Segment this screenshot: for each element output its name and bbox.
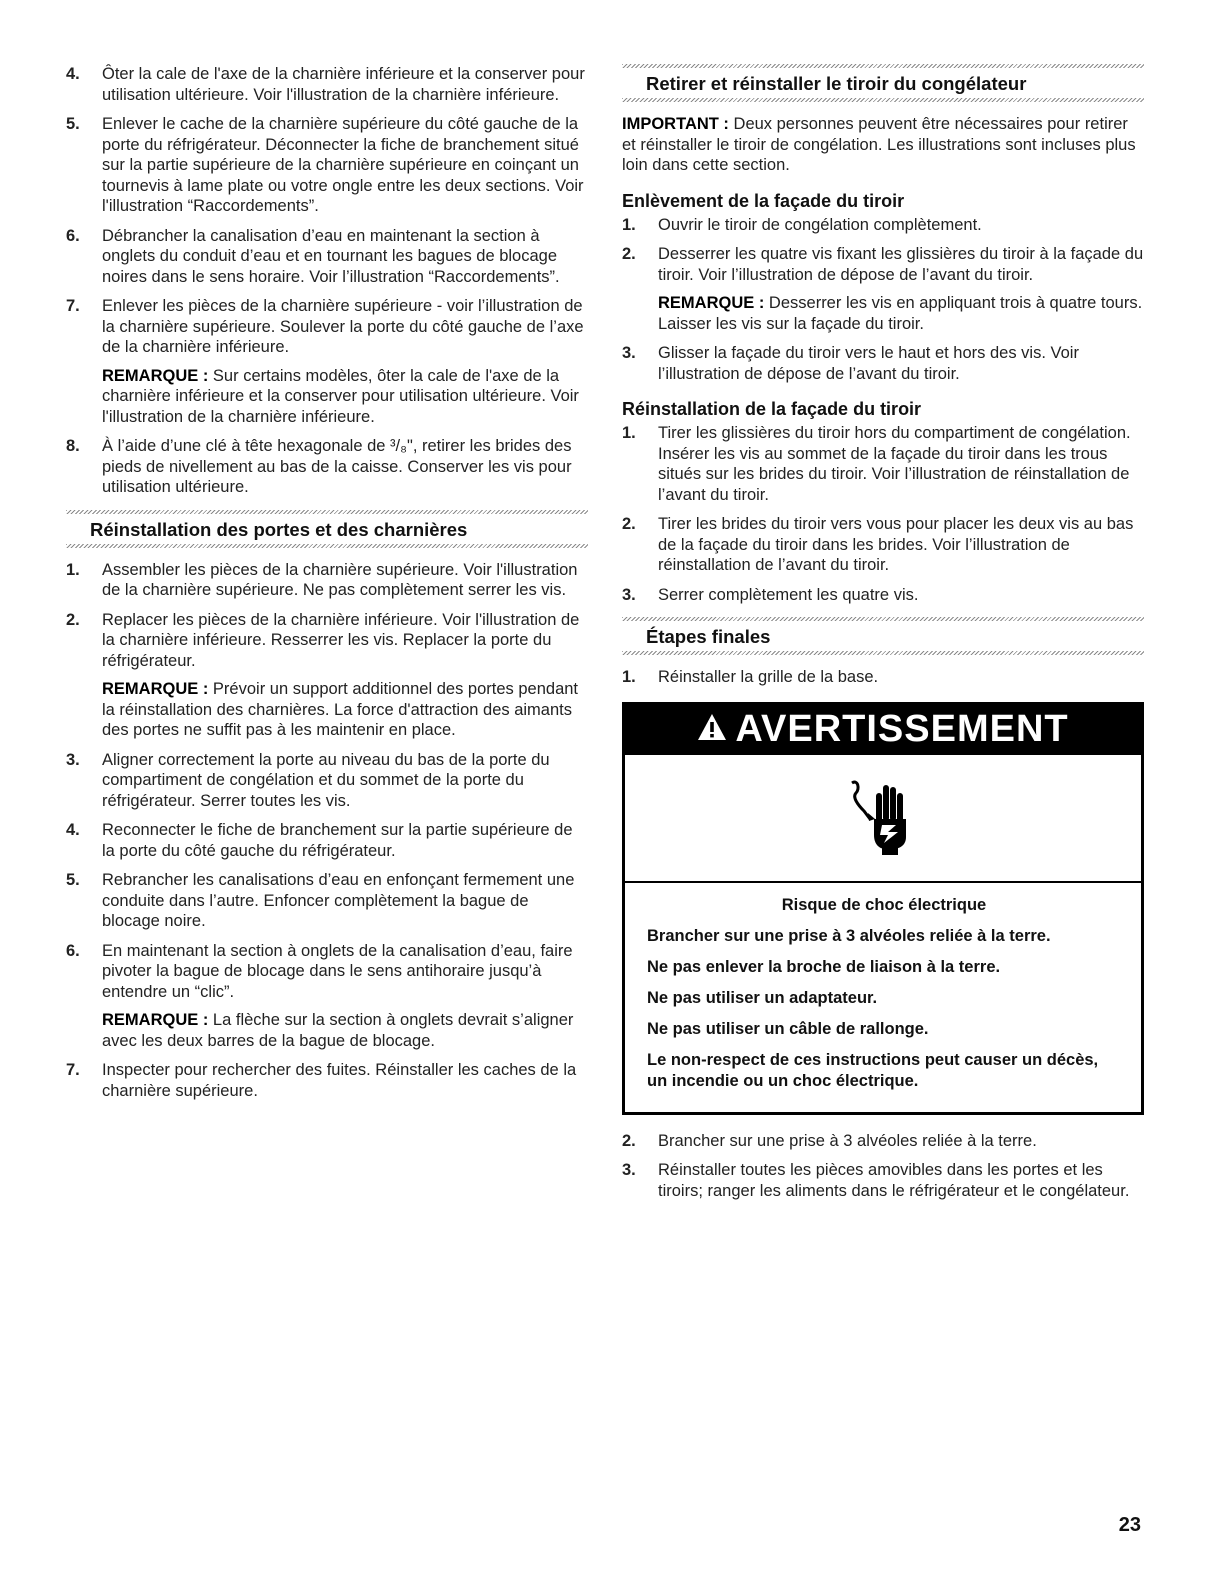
step-text: Replacer les pièces de la charnière inférieure. Voir l'illustration de la charnière inférieure. Resserrer les vis. Replacer la porte du réfrigérateur.: [102, 610, 580, 670]
warning-line: Brancher sur une prise à 3 alvéoles reliée à la terre.: [647, 926, 1051, 945]
door-reinstall-steps: [66, 560, 588, 1102]
drawer-front-removal-steps: [622, 215, 1144, 385]
important-text: Deux personnes peuvent être nécessaires pour retirer et réinstaller le tiroir de congélation. Les illustrations sont incluses plus loin dans cette section.: [622, 115, 1136, 174]
step-text: Ouvrir le tiroir de congélation complètement.: [658, 215, 982, 234]
important-note: [622, 114, 1144, 176]
divider: [622, 651, 1144, 655]
note-label: REMARQUE :: [102, 680, 209, 698]
final-steps-list-continued: [622, 1131, 1144, 1202]
warning-header: [625, 705, 1141, 755]
step-text: Brancher sur une prise à 3 alvéoles reliée à la terre.: [658, 1131, 1037, 1150]
step-text: Assembler les pièces de la charnière supérieure. Voir l'illustration de la charnière supérieure. Ne pas complètement serrer les vis.: [102, 560, 578, 599]
page-number: 23: [1118, 1514, 1141, 1536]
step-text: Ôter la cale de l'axe de la charnière inférieure et la conserver pour utilisation ultérieure. Voir l'illustration de la charnière inférieure.: [102, 65, 585, 104]
step-text: En maintenant la section à onglets de la canalisation d’eau, faire pivoter la bague de blocage dans le sens antihoraire jusqu’à entendre un “clic”.: [102, 941, 573, 1001]
step-text: Réinstaller toutes les pièces amovibles dans les portes et les tiroirs; ranger les aliments dans le réfrigérateur et le congélateur.: [658, 1161, 1130, 1200]
drawer-front-reinstall-steps: [622, 423, 1144, 605]
warning-heading: Risque de choc électrique: [781, 895, 987, 914]
warning-line: Le non-respect de ces instructions peut causer un décès, un incendie ou un choc électrique.: [647, 1050, 1099, 1090]
list-item: 3. Glisser la façade du tiroir vers le haut et hors des vis. Voir l’illustration de dépose de l’avant du tiroir.: [622, 343, 1144, 384]
step-text: À l’aide d’une clé à tête hexagonale de ³/₈", retirer les brides des pieds de nivellement au bas de la caisse. Conserver les vis pour utilisation ultérieure.: [102, 437, 572, 496]
divider: [622, 617, 1144, 621]
list-item: 6. En maintenant la section à onglets de la canalisation d’eau, faire pivoter la bague de blocage dans le sens antihoraire jusqu’à entendre un “clic”. REMARQUE : La flèche sur la section à onglets devrait s’aligner avec les deux barres de la bague de blocage.: [66, 941, 588, 1052]
section-title: Retirer et réinstaller le tiroir du congélateur: [646, 73, 1027, 94]
list-item: 5. Rebrancher les canalisations d’eau en enfonçant fermement une conduite dans l’autre. Enfoncer complètement la bague de blocage noire.: [66, 870, 588, 932]
subsection-title: Enlèvement de la façade du tiroir: [622, 190, 905, 211]
list-item: 3. Serrer complètement les quatre vis.: [622, 585, 1144, 606]
warning-line: Ne pas utiliser un câble de rallonge.: [647, 1019, 929, 1038]
door-removal-steps: [66, 64, 588, 498]
divider: [622, 64, 1144, 68]
divider: [622, 98, 1144, 102]
step-text: Débrancher la canalisation d’eau en maintenant la section à onglets du conduit d’eau et en tournant les bagues de blocage noires dans le sens horaire. Voir l’illustration “Raccordements”.: [102, 226, 560, 286]
divider: [66, 510, 588, 514]
list-item: 2. Replacer les pièces de la charnière inférieure. Voir l'illustration de la charnière inférieure. Resserrer les vis. Replacer la porte du réfrigérateur. REMARQUE : Prévoir un support additionnel des portes pendant la réinstallation des charnières. La force d'attraction des aimants des portes ne suffit pas à les maintenir en place.: [66, 610, 588, 741]
warning-triangle-icon: [697, 713, 727, 746]
list-item: 5. Enlever le cache de la charnière supérieure du côté gauche de la porte du réfrigérateur. Déconnecter la fiche de branchement situé sur la partie supérieure de la charnière supérieure en coinçant un tournevis à lame plate ou votre ongle entre les deux sections. Voir l'illustration “Raccordements”.: [66, 114, 588, 217]
list-item: 4. Ôter la cale de l'axe de la charnière inférieure et la conserver pour utilisation ultérieure. Voir l'illustration de la charnière inférieure.: [66, 64, 588, 105]
step-text: Reconnecter le fiche de branchement sur la partie supérieure de la porte du côté gauche du réfrigérateur.: [102, 821, 573, 860]
section-title: Réinstallation des portes et des charnières: [90, 518, 468, 540]
subsection-title: Réinstallation de la façade du tiroir: [622, 399, 922, 419]
list-item: 8. À l’aide d’une clé à tête hexagonale de ³/₈", retirer les brides des pieds de nivellement au bas de la caisse. Conserver les vis pour utilisation ultérieure.: [66, 436, 588, 498]
note-label: REMARQUE :: [102, 366, 209, 385]
list-item: 1. Assembler les pièces de la charnière supérieure. Voir l'illustration de la charnière supérieure. Ne pas complètement serrer les vis.: [66, 560, 588, 601]
warning-title: AVERTISSEMENT: [735, 708, 1069, 750]
section-freezer-drawer: [622, 64, 1144, 102]
step-text: Réinstaller la grille de la base.: [658, 668, 879, 686]
left-column: [66, 64, 588, 1110]
step-text: Tirer les brides du tiroir vers vous pour placer les deux vis au bas de la façade du tiroir dans les brides. Voir l’illustration de réinstallation de l’avant du tiroir.: [658, 515, 1134, 574]
step-text: Tirer les glissières du tiroir hors du compartiment de congélation. Insérer les vis au sommet de la façade du tiroir dans les trous situés sur les brides du tiroir. Voir l’illustration de réinstallation de l’avant du tiroir.: [658, 424, 1131, 504]
note-label: REMARQUE :: [102, 1011, 209, 1029]
note: [658, 293, 1144, 334]
right-column: [622, 64, 1144, 1210]
note: [102, 679, 588, 741]
electric-shock-hand-icon: [848, 775, 918, 860]
list-item: 3. Réinstaller toutes les pièces amovibles dans les portes et les tiroirs; ranger les aliments dans le réfrigérateur et le congélateur.: [622, 1160, 1144, 1201]
list-item: 3. Aligner correctement la porte au niveau du bas de la porte du compartiment de congélation et du sommet de la porte du réfrigérateur. Serrer toutes les vis.: [66, 750, 588, 812]
step-text: Serrer complètement les quatre vis.: [658, 585, 919, 604]
step-text: Enlever le cache de la charnière supérieure du côté gauche de la porte du réfrigérateur. Déconnecter la fiche de branchement situé sur la partie supérieure de la charnière supérieure en coinçant un tournevis à lame plate ou votre ongle entre les deux sections. Voir l'illustration “Raccordements”.: [102, 115, 584, 215]
step-text: Aligner correctement la porte au niveau du bas de la porte du compartiment de congélation et du sommet de la porte du réfrigérateur. Serrer toutes les vis.: [102, 750, 550, 810]
warning-body: [625, 883, 1141, 1112]
note-text: Desserrer les vis en appliquant trois à quatre tours. Laisser les vis sur la façade du tiroir.: [658, 294, 1143, 333]
warning-line: Ne pas enlever la broche de liaison à la terre.: [647, 957, 1001, 976]
note-text: La flèche sur la section à onglets devrait s’aligner avec les deux barres de la bague de blocage.: [102, 1011, 574, 1050]
list-item: 7. Enlever les pièces de la charnière supérieure - voir l’illustration de la charnière supérieure. Soulever la porte du côté gauche de l’axe de la charnière inférieure. REMARQUE : Sur certains modèles, ôter la cale de l'axe de la charnière inférieure et la conserver pour utilisation ultérieure. Voir l'illustration de la charnière inférieure.: [66, 296, 588, 427]
note-text: Prévoir un support additionnel des portes pendant la réinstallation des charnières. La force d'attraction des aimants des portes ne suffit pas à les maintenir en place.: [102, 680, 579, 739]
note-label: REMARQUE :: [658, 294, 765, 312]
divider: [66, 544, 588, 548]
section-reinstall-doors: [66, 510, 588, 548]
section-final-steps: [622, 617, 1144, 655]
list-item: 1. Tirer les glissières du tiroir hors du compartiment de congélation. Insérer les vis au sommet de la façade du tiroir dans les trous situés sur les brides du tiroir. Voir l’illustration de réinstallation de l’avant du tiroir.: [622, 423, 1144, 505]
note: [102, 366, 588, 428]
list-item: 6. Débrancher la canalisation d’eau en maintenant la section à onglets du conduit d’eau et en tournant les bagues de blocage noires dans le sens horaire. Voir l’illustration “Raccordements”.: [66, 226, 588, 288]
list-item: 2. Brancher sur une prise à 3 alvéoles reliée à la terre.: [622, 1131, 1144, 1152]
step-text: Rebrancher les canalisations d’eau en enfonçant fermement une conduite dans l’autre. Enfoncer complètement la bague de blocage noire.: [102, 871, 575, 930]
section-title: Étapes finales: [646, 626, 771, 647]
list-item: 2. Desserrer les quatre vis fixant les glissières du tiroir à la façade du tiroir. Voir l’illustration de dépose de l’avant du tiroir. REMARQUE : Desserrer les vis en appliquant trois à quatre tours. Laisser les vis sur la façade du tiroir.: [622, 245, 1144, 333]
note-text: Sur certains modèles, ôter la cale de l'axe de la charnière inférieure et la conserver pour utilisation ultérieure. Voir l'illustration de la charnière inférieure.: [102, 366, 579, 426]
step-text: Inspecter pour rechercher des fuites. Réinstaller les caches de la charnière supérieure.: [102, 1061, 577, 1100]
list-item: 2. Tirer les brides du tiroir vers vous pour placer les deux vis au bas de la façade du tiroir dans les brides. Voir l’illustration de réinstallation de l’avant du tiroir.: [622, 514, 1144, 576]
note: [102, 1010, 588, 1051]
step-text: Enlever les pièces de la charnière supérieure - voir l’illustration de la charnière supérieure. Soulever la porte du côté gauche de l’axe de la charnière inférieure.: [102, 297, 584, 356]
warning-line: Ne pas utiliser un adaptateur.: [647, 988, 878, 1007]
important-label: IMPORTANT :: [622, 115, 729, 133]
list-item: 4. Reconnecter le fiche de branchement sur la partie supérieure de la porte du côté gauche du réfrigérateur.: [66, 820, 588, 861]
warning-box: [622, 702, 1144, 1115]
list-item: 1. Ouvrir le tiroir de congélation complètement.: [622, 215, 1144, 236]
list-item: 7. Inspecter pour rechercher des fuites. Réinstaller les caches de la charnière supérieure.: [66, 1060, 588, 1101]
list-item: 1. Réinstaller la grille de la base.: [622, 667, 1144, 688]
step-text: Desserrer les quatre vis fixant les glissières du tiroir à la façade du tiroir. Voir l’illustration de dépose de l’avant du tiroir.: [658, 245, 1144, 284]
final-steps-list: [622, 667, 1144, 688]
step-text: Glisser la façade du tiroir vers le haut et hors des vis. Voir l’illustration de dépose de l’avant du tiroir.: [658, 344, 1079, 383]
